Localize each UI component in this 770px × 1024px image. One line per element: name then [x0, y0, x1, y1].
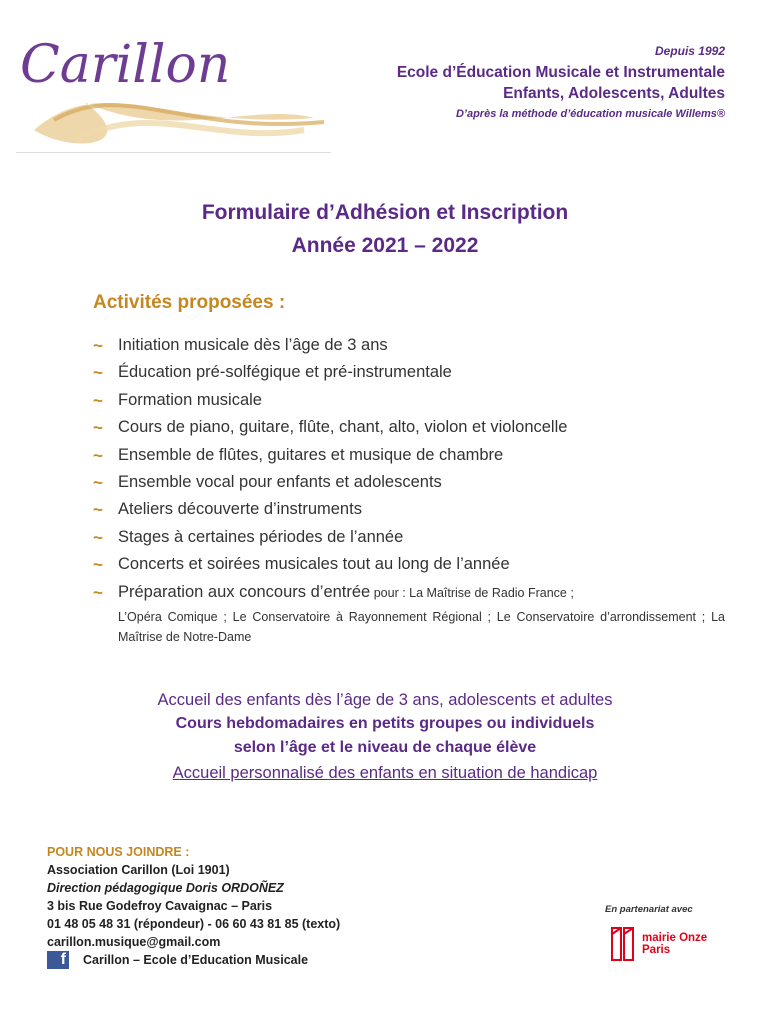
school-header: [397, 44, 725, 120]
tilde-bullet-icon: ~: [93, 500, 103, 520]
address: 3 bis Rue Godefroy Cavaignac – Paris: [47, 899, 273, 913]
tilde-bullet-icon: ~: [93, 473, 103, 493]
facebook-page-name: Carillon – Ecole d’Education Musicale: [83, 953, 309, 967]
title-line-1: Formulaire d’Adhésion et Inscription: [201, 201, 569, 224]
activities-heading: Activités proposées :: [93, 292, 286, 313]
facebook-link[interactable]: [47, 951, 340, 969]
tilde-bullet-icon: ~: [93, 445, 103, 465]
contact-heading: POUR NOUS JOINDRE :: [47, 845, 190, 859]
pedagogical-director: Direction pédagogique Doris ORDOÑEZ: [47, 881, 284, 895]
school-name: Ecole d’Éducation Musicale et Instrumentale: [396, 64, 725, 81]
handicap-welcome: Accueil personnalisé des enfants en situation de handicap: [172, 764, 598, 782]
list-item: ~ Formation musicale: [93, 387, 725, 414]
tilde-bullet-icon: ~: [93, 527, 103, 547]
weekly-courses: Cours hebdomadaires en petits groupes ou individuels: [175, 715, 595, 732]
level-note: selon l’âge et le niveau de chaque élève: [233, 739, 537, 756]
contact-block: [47, 843, 340, 969]
tilde-bullet-icon: ~: [93, 418, 103, 438]
welcome-block: [0, 688, 770, 786]
list-item: ~ Cours de piano, guitare, flûte, chant, alto, violon et violoncelle: [93, 414, 725, 441]
list-item: ~ Ensemble de flûtes, guitares et musique de chambre: [93, 442, 725, 469]
school-audience: Enfants, Adolescents, Adultes: [503, 85, 725, 102]
tilde-bullet-icon: ~: [93, 336, 103, 355]
teaching-method: D’après la méthode d’éducation musicale Willems®: [455, 108, 725, 120]
mairie-text: mairie Onze Paris: [642, 932, 708, 956]
mairie-11-icon: [610, 926, 636, 962]
tilde-bullet-icon: ~: [93, 555, 103, 575]
association-name: Association Carillon (Loi 1901): [47, 863, 230, 877]
carillon-swoosh-icon: [14, 10, 334, 160]
email-address[interactable]: carillon.musique@gmail.com: [47, 935, 221, 949]
partner-label: En partenariat avec: [605, 904, 693, 915]
tilde-bullet-icon: ~: [93, 582, 103, 602]
list-item: ~ Initiation musicale dès l’âge de 3 ans: [93, 332, 725, 359]
list-item-competitions: ~ Préparation aux concours d’entrée pour : La Maîtrise de Radio France ; L’Opéra Comique ; Le Conservatoire à Rayonnement Régional ; Le Conservatoire d’arrondissement ; La Maîtrise de Notre-Dame: [93, 579, 725, 647]
title-line-2: Année 2021 – 2022: [291, 234, 479, 257]
carillon-logo: [14, 10, 334, 160]
welcome-ages: Accueil des enfants dès l’âge de 3 ans, adolescents et adultes: [157, 691, 613, 709]
list-item: ~ Concerts et soirées musicales tout au long de l’année: [93, 551, 725, 578]
logo-wordmark: Carillon: [20, 35, 231, 95]
competitions-detail: L’Opéra Comique ; Le Conservatoire à Rayonnement Régional ; Le Conservatoire d’arrondissement ; La Maîtrise de Notre-Dame: [118, 610, 725, 645]
phone-numbers: 01 48 05 48 31 (répondeur) - 06 60 43 81 85 (texto): [47, 917, 341, 931]
founded-year: Depuis 1992: [654, 44, 725, 58]
facebook-icon: f: [47, 951, 69, 969]
list-item: ~ Ateliers découverte d’instruments: [93, 496, 725, 523]
tilde-bullet-icon: ~: [93, 390, 103, 410]
list-item: ~ Ensemble vocal pour enfants et adolescents: [93, 469, 725, 496]
mairie-onze-logo: [610, 926, 707, 962]
list-item: ~ Éducation pré-solfégique et pré-instrumentale: [93, 359, 725, 386]
list-item: ~ Stages à certaines périodes de l’année: [93, 524, 725, 551]
tilde-bullet-icon: ~: [93, 363, 103, 383]
header-divider: [16, 152, 331, 153]
activities-list: [93, 332, 725, 647]
page-title: [0, 196, 770, 262]
